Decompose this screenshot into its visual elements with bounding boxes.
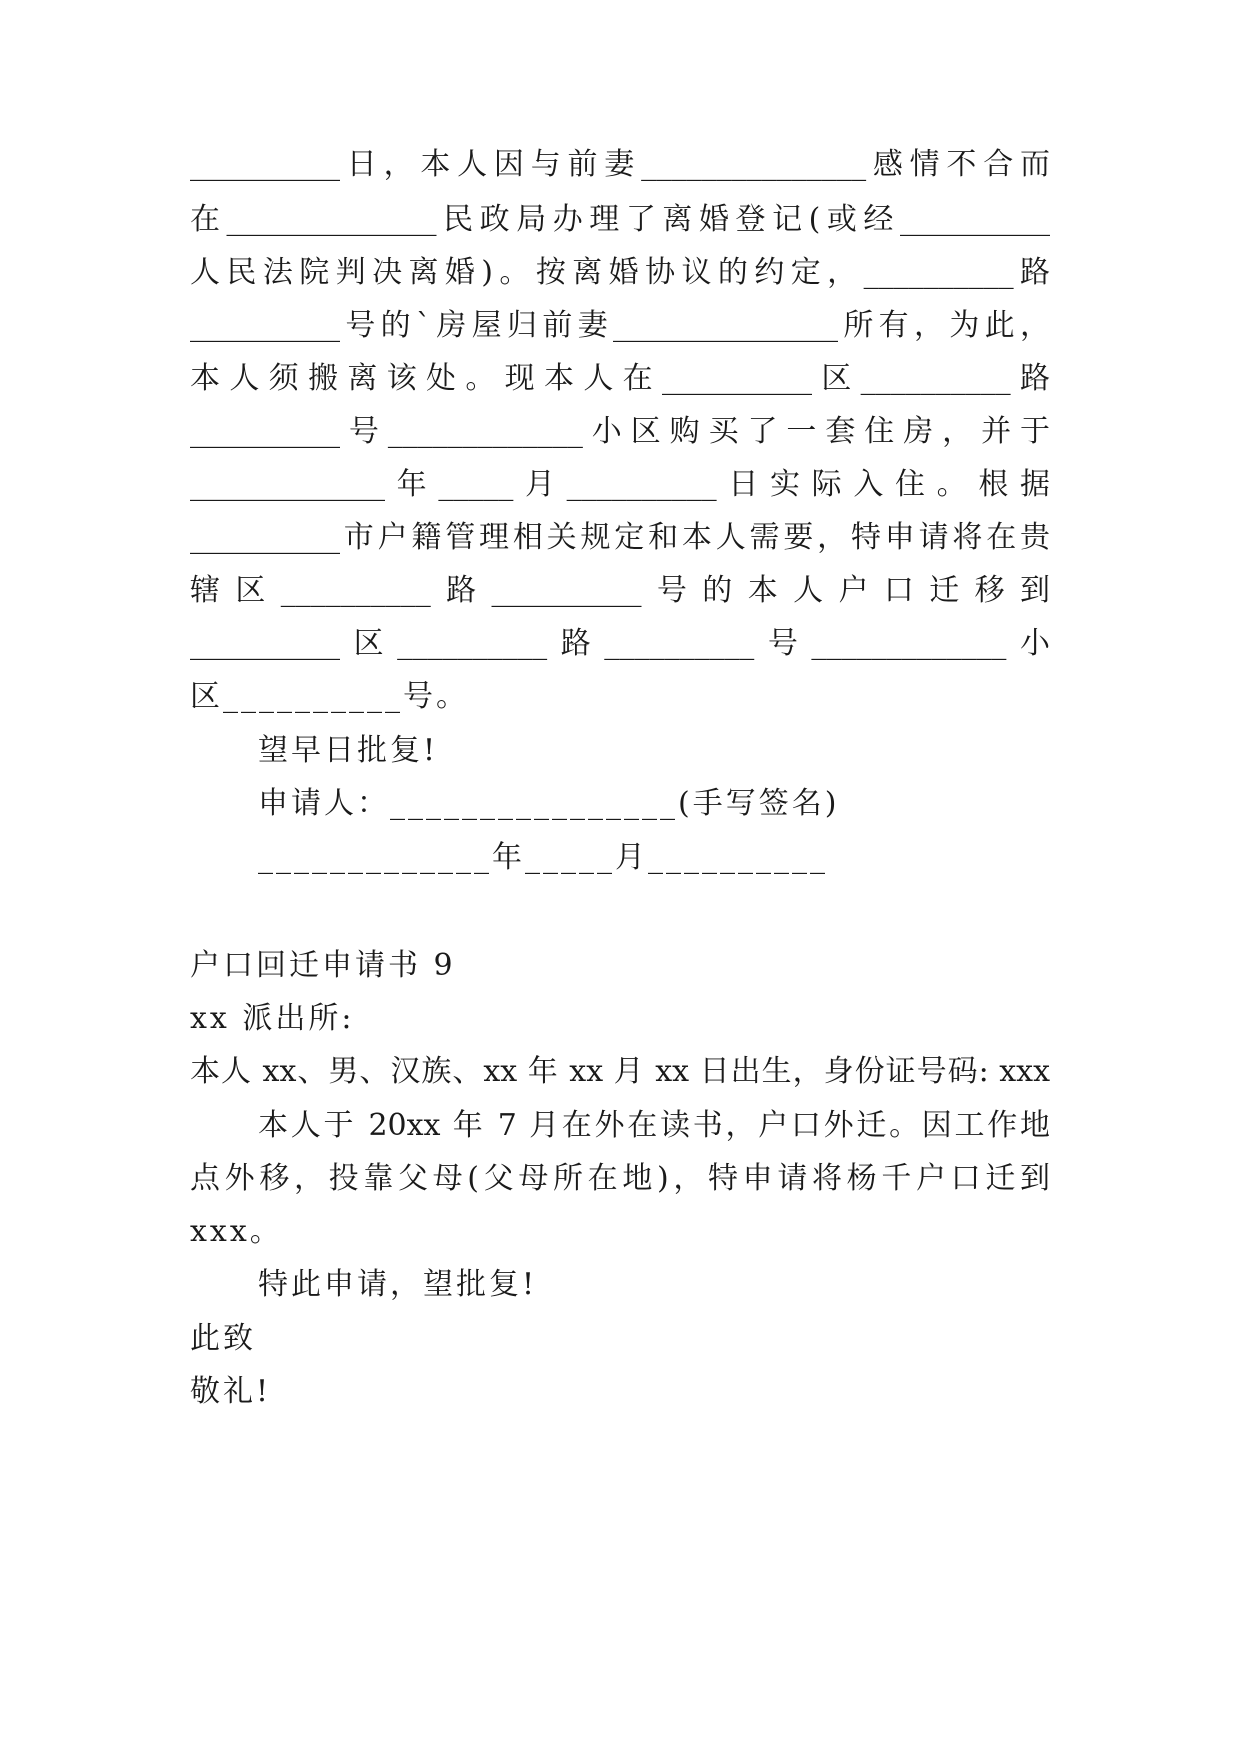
body-line-3: 人民法院判决离婚)。按离婚协议的约定，__________路 xyxy=(190,255,1050,290)
body-line-1: __________日，本人因与前妻_______________感情不合而 xyxy=(190,147,1050,182)
body2-line-1: 本人于 20xx 年 7 月在外在读书，户口外迁。因工作地 xyxy=(258,1108,1050,1143)
date-line: _____________年_____月__________ xyxy=(258,840,828,875)
body-line-9: 辖区__________路__________号的本人户口迁移到 xyxy=(190,573,1050,608)
body-line-5: 本人须搬离该处。现本人在__________区__________路 xyxy=(190,361,1050,396)
body-line-11: 区__________号。 xyxy=(190,679,469,714)
body-line-6: __________号_____________小区购买了一套住房，并于 xyxy=(190,414,1050,449)
body-line-10: __________区__________路__________号_____________小 xyxy=(190,626,1050,661)
section-title: 户口回迁申请书 9 xyxy=(190,948,456,983)
body2-line-2: 点外移，投靠父母(父母所在地)，特申请将杨千户口迁到 xyxy=(190,1161,1050,1196)
addressee: xx 派出所: xyxy=(190,1001,355,1036)
regards-line-1: 此致 xyxy=(190,1321,256,1356)
applicant-intro: 本人 xx、男、汉族、xx 年 xx 月 xx 日出生，身份证号码: xxx xyxy=(190,1054,1050,1089)
closing-text: 望早日批复! xyxy=(258,733,439,768)
body-line-4: __________号的`房屋归前妻_______________所有，为此， xyxy=(190,308,1050,343)
body-line-8: __________市户籍管理相关规定和本人需要，特申请将在贵 xyxy=(190,520,1050,555)
body-line-2: 在______________民政局办理了离婚登记(或经__________ xyxy=(190,202,1050,237)
applicant-signature-line: 申请人：________________(手写签名) xyxy=(258,786,840,821)
body-line-7: _____________年_____月__________日实际入住。根据 xyxy=(190,467,1050,502)
regards-line-2: 敬礼! xyxy=(190,1374,272,1409)
request-text: 特此申请，望批复! xyxy=(258,1267,538,1302)
body2-line-3: xxx。 xyxy=(190,1214,283,1249)
